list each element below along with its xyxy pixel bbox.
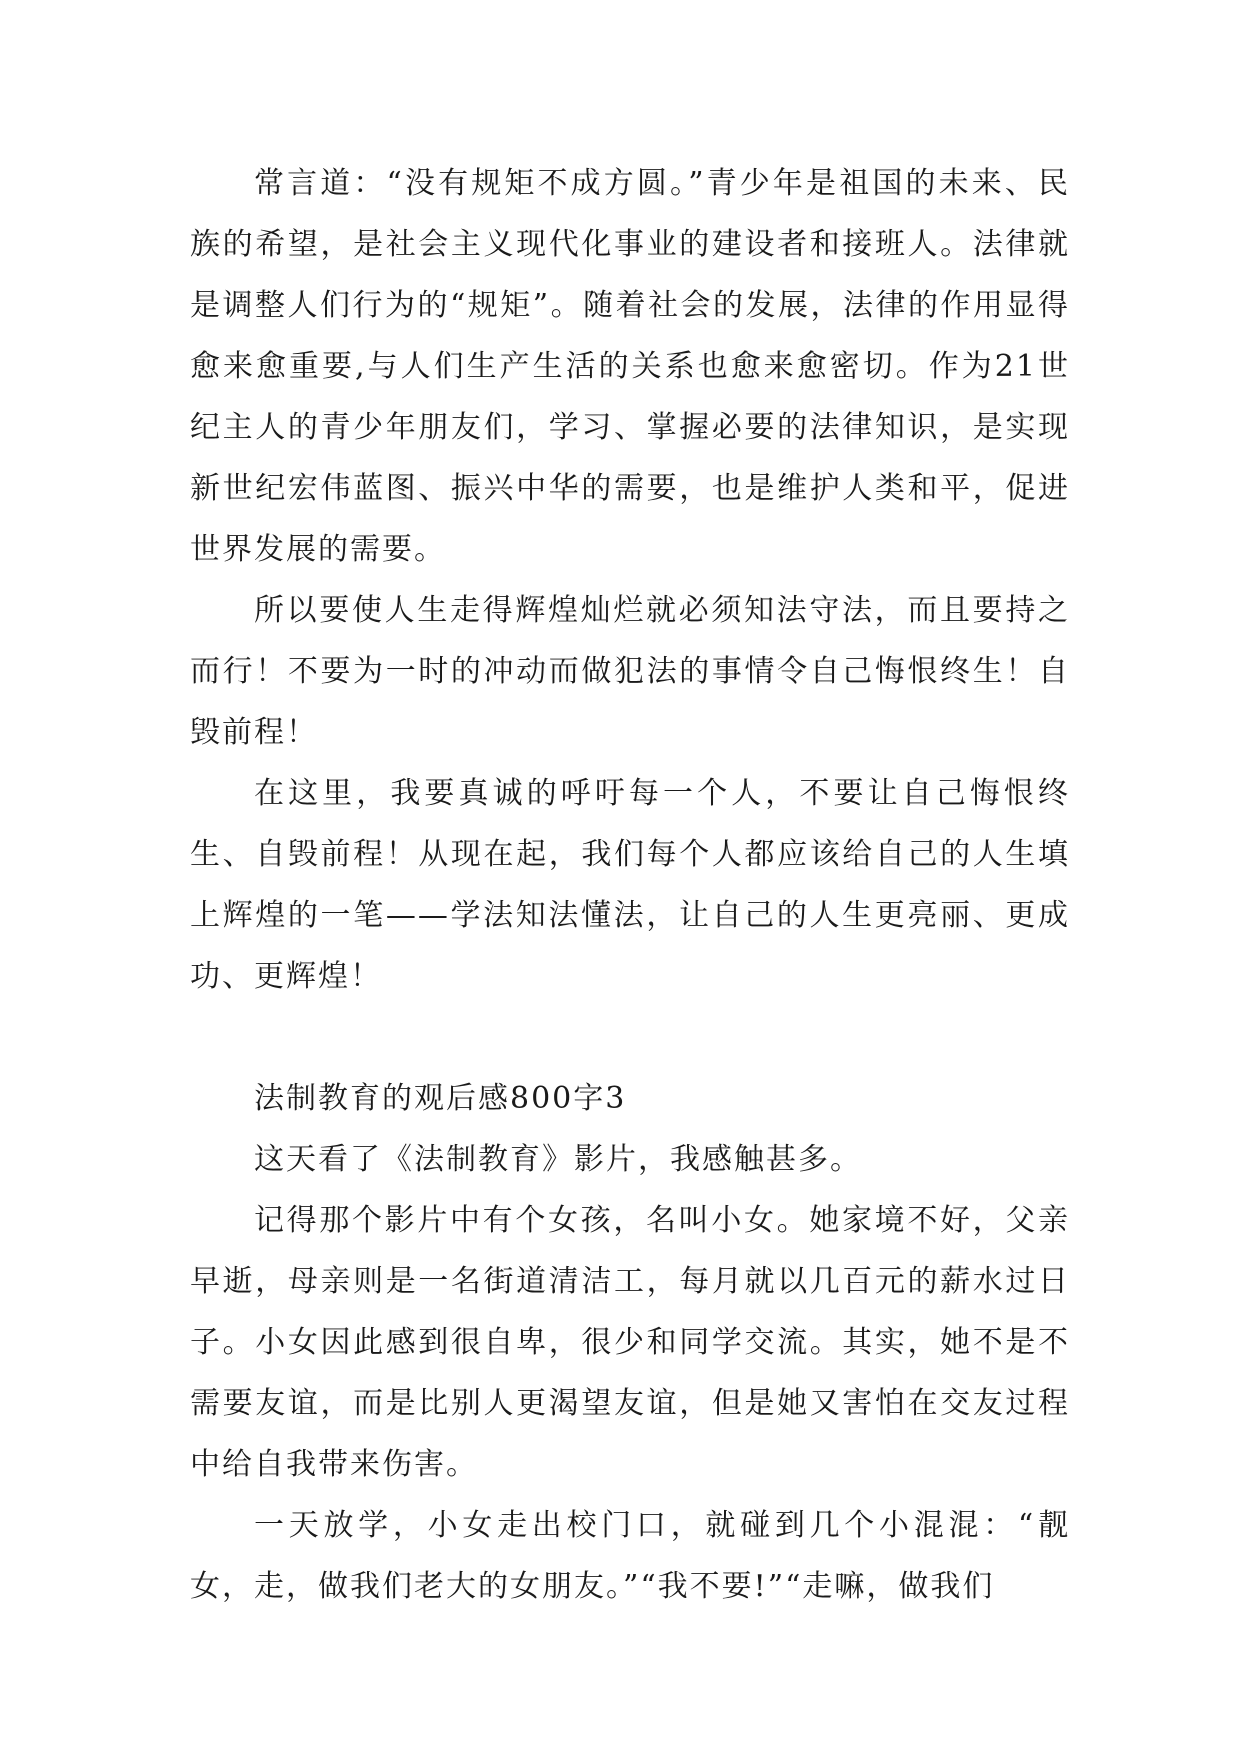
- paragraph: 这天看了《法制教育》影片，我感触甚多。: [254, 1142, 862, 1177]
- paragraph: 在这里，我要真诚的呼吁每一个人，不要让自己悔恨终生、自毁前程！从现在起，我们每个人都应该给自己的人生填上辉煌的一笔——学法知法懂法，让自己的人生更亮丽、更成功、更辉煌！: [190, 776, 1070, 994]
- paragraph: 一天放学，小女走出校门口，就碰到几个小混混：“靓女，走，做我们老大的女朋友。”“我不要!”“走嘛，做我们: [190, 1508, 1070, 1604]
- paragraph: 常言道：“没有规矩不成方圆。”青少年是祖国的未来、民族的希望，是社会主义现代化事业的建设者和接班人。法律就是调整人们行为的“规矩”。随着社会的发展，法律的作用显得愈来愈重要,与人们生产生活的关系也愈来愈密切。作为21世纪主人的青少年朋友们，学习、掌握必要的法律知识，是实现新世纪宏伟蓝图、振兴中华的需要，也是维护人类和平，促进世界发展的需要。: [190, 166, 1070, 567]
- section-title: 法制教育的观后感800字3: [254, 1081, 627, 1116]
- blank-line: [190, 1007, 1070, 1068]
- paragraph: 所以要使人生走得辉煌灿烂就必须知法守法，而且要持之而行！不要为一时的冲动而做犯法的事情令自己悔恨终生！自毁前程！: [190, 593, 1070, 750]
- paragraph: 记得那个影片中有个女孩，名叫小女。她家境不好，父亲早逝，母亲则是一名街道清洁工，每月就以几百元的薪水过日子。小女因此感到很自卑，很少和同学交流。其实，她不是不需要友谊，而是比别人更渴望友谊，但是她又害怕在交友过程中给自我带来伤害。: [190, 1203, 1070, 1482]
- document-body: [190, 153, 1070, 1617]
